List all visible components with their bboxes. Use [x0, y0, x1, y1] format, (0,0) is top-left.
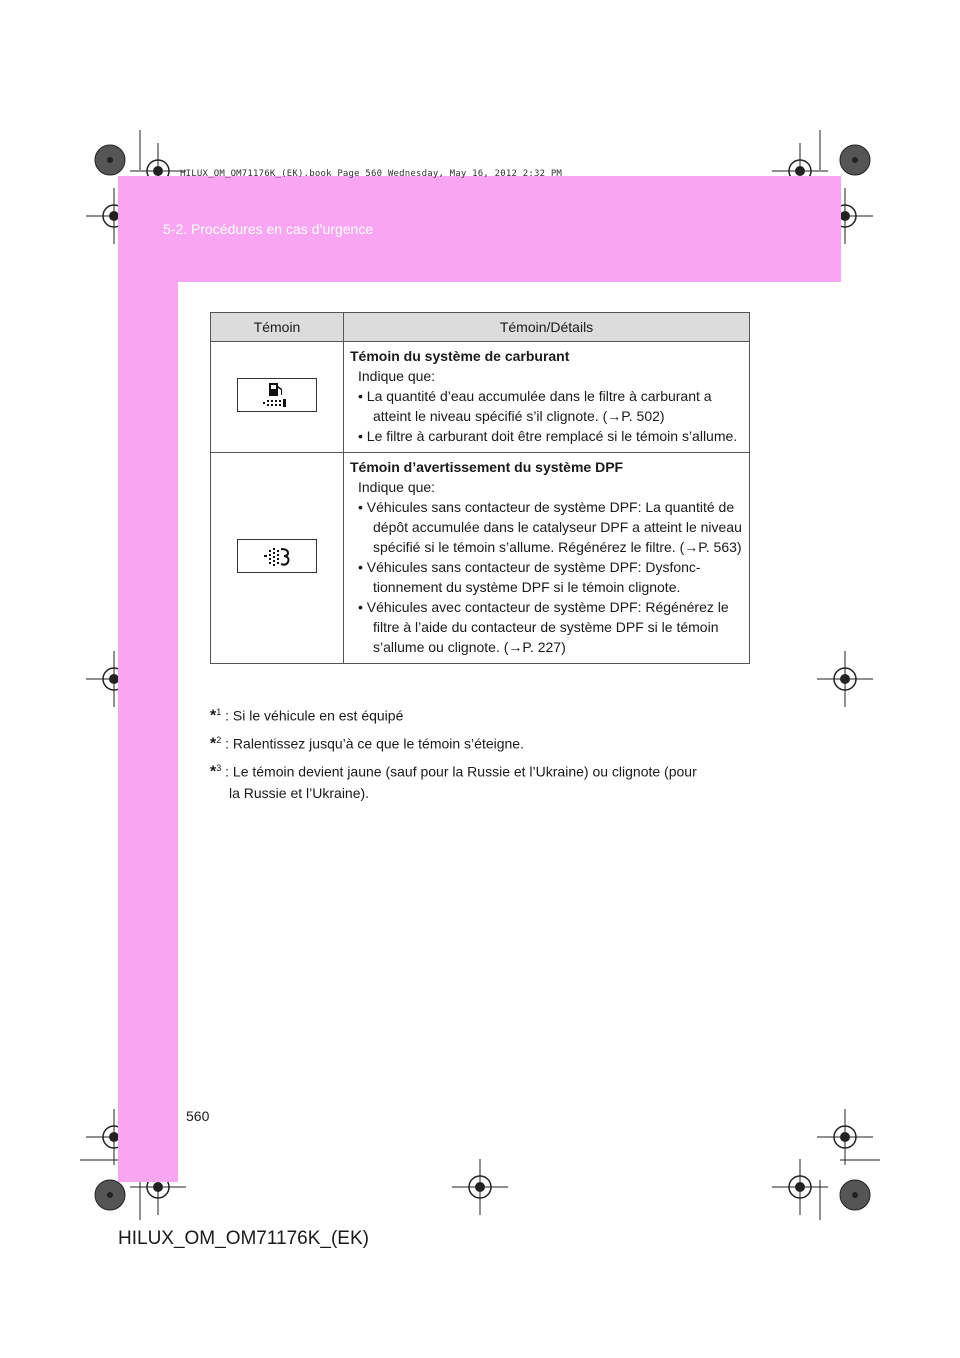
icon-cell [211, 342, 344, 453]
footnote-text: : Le témoin devient jaune (sauf pour la Russie et l’Ukraine) ou clignote (pour [225, 763, 697, 780]
footnote-text-continued: la Russie et l’Ukraine). [229, 784, 370, 801]
table-row [211, 453, 750, 664]
dpf-system-warning-icon [237, 539, 317, 573]
table-row [211, 342, 750, 453]
footnote-number: 1 [216, 707, 222, 717]
footnote-text: : Si le véhicule en est équipé [225, 707, 404, 724]
footnote-mark: * [210, 735, 217, 753]
list-item: • Véhicules sans contacteur de système DPF: La quantité de dépôt accumulée dans le catalyseur DPF a atteint le niveau spécifié si le témoin s’allume. Régénérez le filtre. (→P. 563) [358, 499, 742, 555]
footnote-2 [210, 730, 524, 755]
row-intro: Indique que: [358, 368, 436, 384]
column-header-details: Témoin/Détails [344, 313, 750, 342]
footnote-number: 3 [216, 763, 222, 773]
table-header-row [211, 313, 750, 342]
footer-document-id: HILUX_OM_OM71176K_(EK) [118, 1228, 369, 1249]
list-item: • Véhicules avec contacteur de système DPF: Régénérez le filtre à l’aide du contacteur de système DPF si le témoin s’allume ou clignote. (→P. 227) [358, 599, 729, 655]
row-title: Témoin du système de carburant [350, 348, 570, 364]
footnote-3 [210, 758, 697, 803]
warning-lights-table [210, 312, 750, 664]
footnote-1 [210, 702, 403, 727]
side-band [118, 282, 178, 1182]
list-item: • Véhicules sans contacteur de système DPF: Dysfonc-tionnement du système DPF si le témoin clignote. [358, 559, 701, 595]
icon-cell [211, 453, 344, 664]
column-header-temoin: Témoin [211, 313, 344, 342]
footnote-number: 2 [216, 735, 222, 745]
fuel-system-description [344, 342, 750, 453]
page-number: 560 [186, 1108, 210, 1124]
section-title: 5-2. Procédures en cas d’urgence [163, 221, 374, 237]
footnote-mark: * [210, 707, 217, 725]
book-line: HILUX_OM_OM71176K_(EK).book Page 560 Wednesday, May 16, 2012 2:32 PM [180, 169, 563, 179]
dpf-system-description [344, 453, 750, 664]
row-title: Témoin d’avertissement du système DPF [350, 459, 624, 475]
fuel-system-warning-icon [237, 378, 317, 412]
row-intro: Indique que: [358, 479, 436, 495]
footnote-text: : Ralentissez jusqu’à ce que le témoin s’éteigne. [225, 735, 524, 752]
list-item: • La quantité d’eau accumulée dans le filtre à carburant a atteint le niveau spécifié s’il clignote. (→P. 502) [358, 388, 712, 424]
footnote-mark: * [210, 763, 217, 781]
list-item: • Le filtre à carburant doit être remplacé si le témoin s’allume. [358, 428, 738, 444]
